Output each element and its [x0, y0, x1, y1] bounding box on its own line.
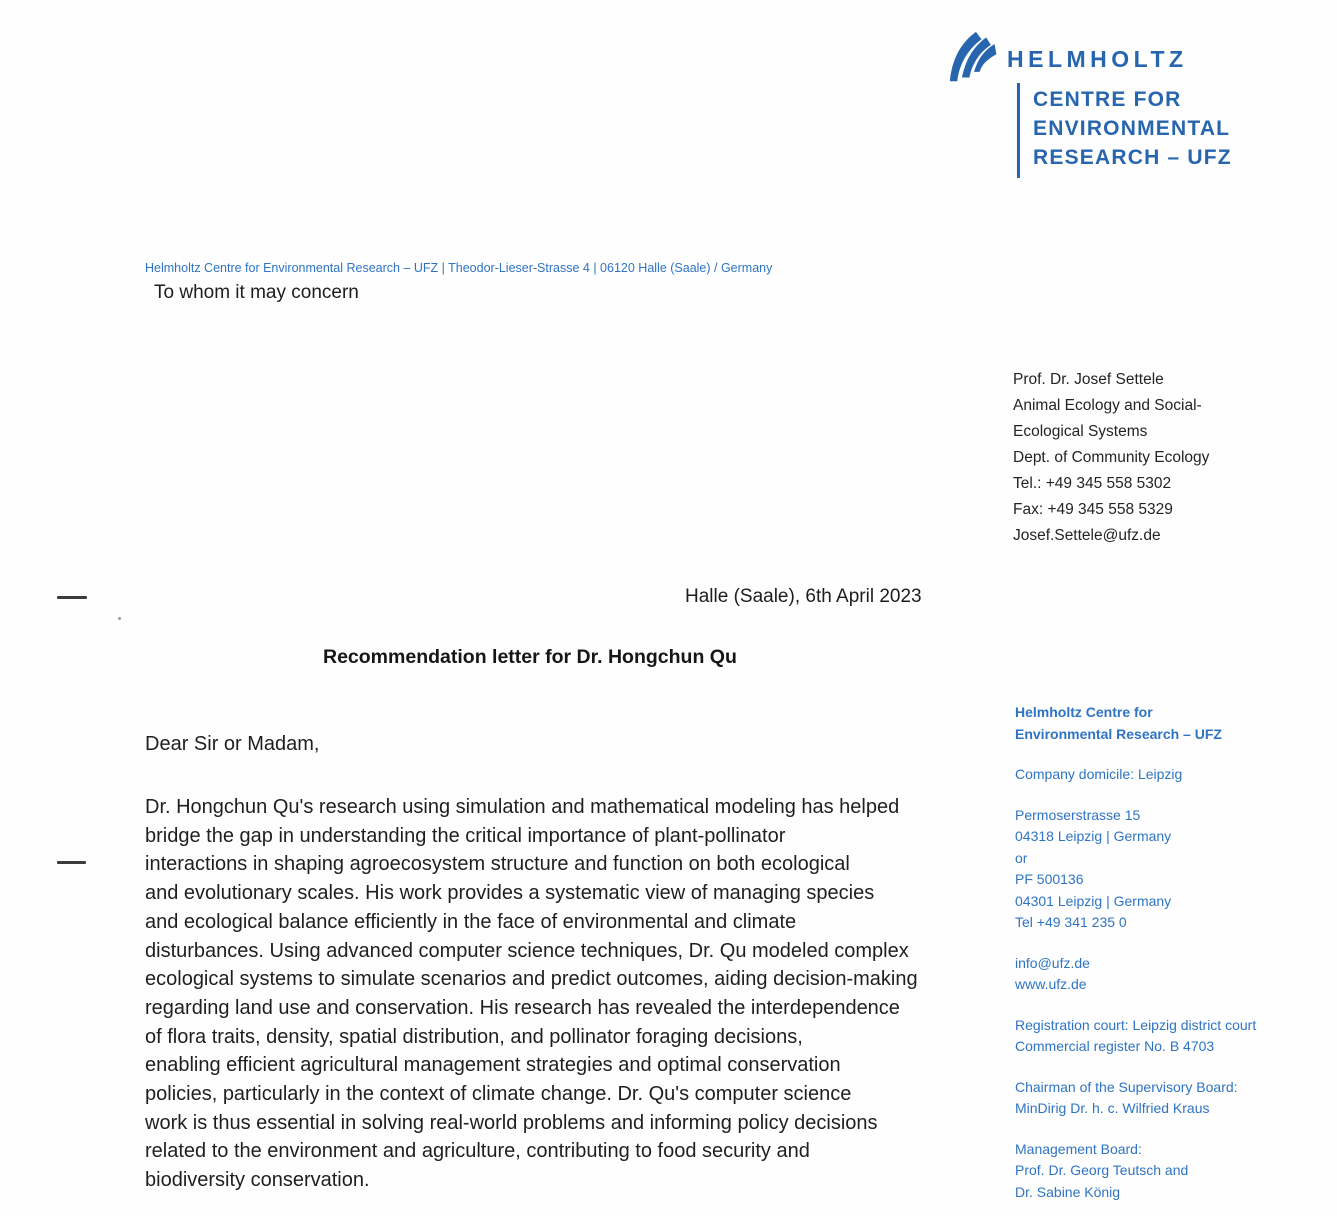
imprint-line: Tel +49 341 235 0	[1015, 914, 1127, 930]
sender-address-line: Helmholtz Centre for Environmental Research – UFZ | Theodor-Lieser-Strasse 4 | 06120 Halle (Saale) / Germany	[145, 261, 773, 275]
body-text-line: interactions in shaping agroecosystem structure and function on both ecological	[145, 853, 850, 876]
contact-line: Ecological Systems	[1013, 423, 1148, 440]
body-text-line: related to the environment and agriculture, contributing to food security and	[145, 1140, 810, 1163]
recipient-line: To whom it may concern	[154, 282, 359, 303]
imprint-block	[1015, 1139, 1325, 1204]
body-text-line: bridge the gap in understanding the critical importance of plant-pollinator	[145, 824, 786, 847]
body-text-line: biodiversity conservation.	[145, 1169, 370, 1192]
logo-subtitle-line: ENVIRONMENTAL	[1033, 117, 1231, 140]
body-text-line: regarding land use and conservation. His research has revealed the interdependence	[145, 996, 900, 1019]
fold-mark-top	[57, 596, 87, 599]
helmholtz-logo	[948, 26, 1278, 186]
imprint-line: or	[1015, 849, 1028, 866]
imprint-line: PF 500136	[1015, 871, 1084, 887]
imprint-org-name	[1015, 702, 1325, 745]
body-text-line: work is thus essential in solving real-world problems and informing policy decisions	[145, 1111, 878, 1134]
imprint-line: Permoserstrasse 15	[1015, 806, 1141, 823]
contact-line: Josef.Settele@ufz.de	[1013, 527, 1161, 544]
contact-line: Dept. of Community Ecology	[1013, 449, 1210, 466]
imprint-line: Dr. Sabine König	[1015, 1183, 1121, 1200]
contact-line: Fax: +49 345 558 5329	[1013, 501, 1173, 518]
contact-line: Prof. Dr. Josef Settele	[1013, 371, 1164, 388]
contact-block	[1013, 367, 1209, 549]
imprint-block	[1015, 1015, 1325, 1058]
body-text-line: of flora traits, density, spatial distribution, and pollinator foraging decisions,	[145, 1025, 803, 1048]
letter-body	[145, 793, 1045, 1195]
body-text-line: enabling efficient agricultural management strategies and optimal conservation	[145, 1054, 841, 1077]
contact-line: Tel.: +49 345 558 5302	[1013, 475, 1172, 492]
body-text-line: policies, particularly in the context of climate change. Dr. Qu's computer science	[145, 1083, 852, 1106]
contact-line: Animal Ecology and Social-	[1013, 397, 1202, 414]
imprint-org-line: Environmental Research – UFZ	[1015, 725, 1222, 742]
imprint-block	[1015, 764, 1325, 786]
imprint-line: info@ufz.de	[1015, 954, 1090, 971]
imprint-line: Registration court: Leipzig district court	[1015, 1016, 1257, 1033]
body-text-line: disturbances. Using advanced computer science techniques, Dr. Qu modeled complex	[145, 939, 909, 962]
logo-subtitle	[1017, 83, 1232, 178]
imprint-line: 04318 Leipzig | Germany	[1015, 828, 1172, 844]
helmholtz-swoosh-icon	[948, 28, 1002, 86]
imprint-blocks	[1015, 764, 1325, 1203]
body-text-line: and evolutionary scales. His work provides a systematic view of managing species	[145, 882, 875, 905]
imprint-block	[1015, 953, 1325, 996]
salutation: Dear Sir or Madam,	[145, 733, 320, 755]
imprint-line: MinDirig Dr. h. c. Wilfried Kraus	[1015, 1100, 1210, 1116]
imprint-line: 04301 Leipzig | Germany	[1015, 892, 1172, 909]
imprint-line: Commercial register No. B 4703	[1015, 1038, 1215, 1054]
imprint-line: www.ufz.de	[1015, 976, 1087, 992]
imprint-line: Prof. Dr. Georg Teutsch and	[1015, 1162, 1189, 1178]
imprint-sidebar	[1015, 702, 1325, 1216]
logo-brand-text: HELMHOLTZ	[1007, 46, 1188, 72]
logo-subtitle-line: CENTRE FOR	[1033, 88, 1182, 111]
fold-mark-bottom	[57, 861, 86, 864]
subject-line: Recommendation letter for Dr. Hongchun Qu	[323, 646, 737, 668]
imprint-line: Management Board:	[1015, 1140, 1142, 1157]
imprint-block	[1015, 805, 1325, 934]
imprint-line: Chairman of the Supervisory Board:	[1015, 1078, 1238, 1095]
body-text-line: and ecological balance efficiently in the face of environmental and climate	[145, 910, 797, 933]
imprint-line: Company domicile: Leipzig	[1015, 766, 1183, 782]
body-text-line: Dr. Hongchun Qu's research using simulation and mathematical modeling has helped	[145, 796, 900, 818]
imprint-block	[1015, 1077, 1325, 1120]
logo-subtitle-line: RESEARCH – UFZ	[1033, 146, 1232, 169]
scan-dot-artifact	[118, 617, 121, 620]
body-text-line: ecological systems to simulate scenarios and predict outcomes, aiding decision-making	[145, 968, 918, 991]
imprint-org-line: Helmholtz Centre for	[1015, 704, 1153, 720]
date-line: Halle (Saale), 6th April 2023	[685, 586, 922, 607]
